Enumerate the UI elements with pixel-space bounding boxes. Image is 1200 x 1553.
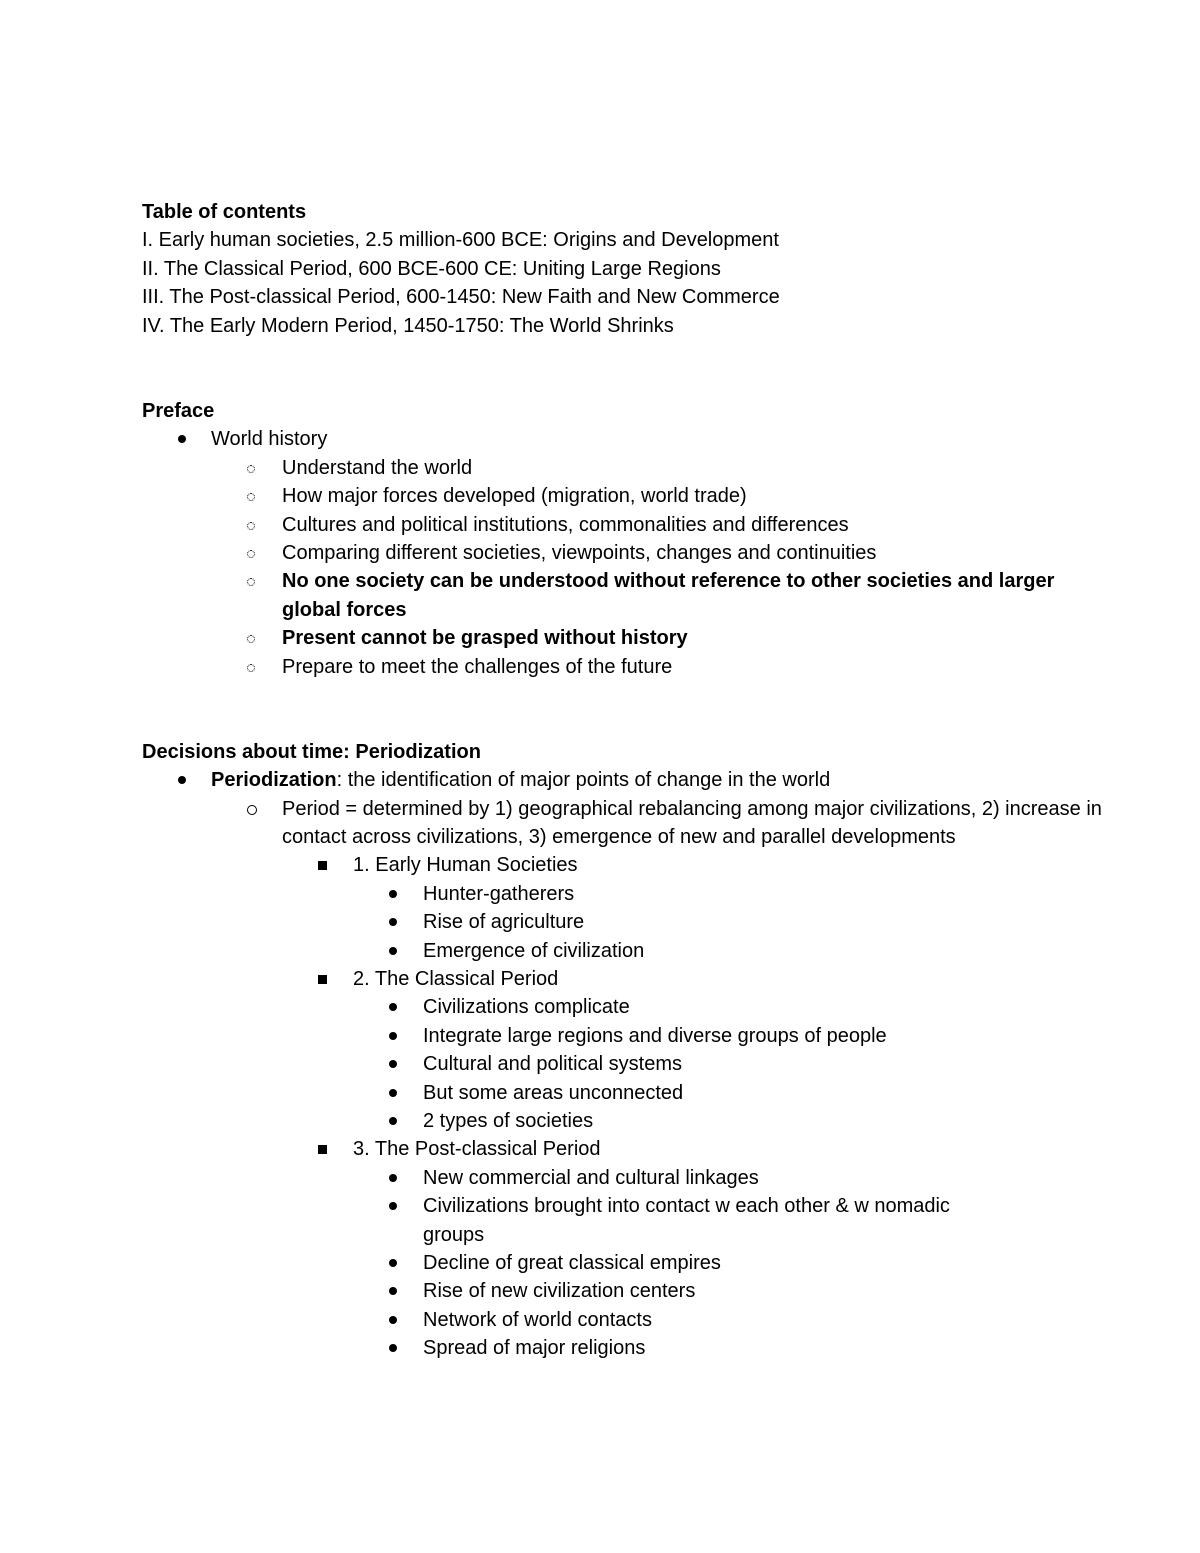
bullet-disc-icon bbox=[389, 1089, 397, 1097]
bullet-disc-icon bbox=[178, 776, 186, 784]
bullet-ring-icon bbox=[247, 578, 255, 586]
toc-item: I. Early human societies, 2.5 million-600 BCE: Origins and Development bbox=[142, 229, 779, 252]
list-item: How major forces developed (migration, world trade) bbox=[142, 482, 1102, 510]
bullet-ring-icon bbox=[247, 465, 255, 473]
list-item: Cultural and political systems bbox=[142, 1050, 1102, 1078]
list-item: Comparing different societies, viewpoints, changes and continuities bbox=[142, 539, 1102, 567]
list-item: World history bbox=[142, 425, 1102, 453]
bullet-square-icon bbox=[318, 975, 327, 984]
toc-item: II. The Classical Period, 600 BCE-600 CE: Uniting Large Regions bbox=[142, 257, 721, 280]
toc-item: IV. The Early Modern Period, 1450-1750: The World Shrinks bbox=[142, 314, 674, 337]
bullet-disc-icon bbox=[389, 1344, 397, 1352]
period-title: 3. The Post-classical Period bbox=[142, 1135, 1102, 1163]
bullet-ring-icon bbox=[247, 635, 255, 643]
preface-heading: Preface bbox=[142, 399, 215, 422]
list-item: 2 types of societies bbox=[142, 1107, 1102, 1135]
list-item: Cultures and political institutions, commonalities and differences bbox=[142, 511, 1102, 539]
bullet-disc-icon bbox=[389, 1202, 397, 1210]
bullet-ring-icon bbox=[247, 664, 255, 672]
list-item: Rise of agriculture bbox=[142, 908, 1102, 936]
list-item: No one society can be understood without reference to other societies and larger global forces bbox=[142, 567, 1102, 624]
list-item: Rise of new civilization centers bbox=[142, 1277, 1102, 1305]
bullet-disc-icon bbox=[389, 1259, 397, 1267]
bullet-disc-icon bbox=[389, 1032, 397, 1040]
bullet-disc-icon bbox=[389, 890, 397, 898]
document-page bbox=[142, 198, 1102, 1363]
bullet-disc-icon bbox=[389, 1060, 397, 1068]
period-title: 2. The Classical Period bbox=[142, 965, 1102, 993]
list-item: Integrate large regions and diverse groups of people bbox=[142, 1022, 1102, 1050]
list-item bbox=[142, 766, 1102, 794]
list-item: New commercial and cultural linkages bbox=[142, 1164, 1102, 1192]
toc-item: III. The Post-classical Period, 600-1450: New Faith and New Commerce bbox=[142, 286, 780, 309]
bullet-disc-icon bbox=[389, 1003, 397, 1011]
bullet-ring-icon bbox=[247, 493, 255, 501]
bullet-disc-icon bbox=[389, 947, 397, 955]
list-item: But some areas unconnected bbox=[142, 1079, 1102, 1107]
bullet-ring-icon bbox=[247, 522, 255, 530]
list-item: Network of world contacts bbox=[142, 1306, 1102, 1334]
list-item: Understand the world bbox=[142, 454, 1102, 482]
bullet-circle-icon bbox=[247, 805, 257, 815]
list-item: Emergence of civilization bbox=[142, 937, 1102, 965]
list-item: Decline of great classical empires bbox=[142, 1249, 1102, 1277]
list-item: Civilizations brought into contact w each other & w nomadic groups bbox=[142, 1192, 1013, 1249]
bullet-disc-icon bbox=[389, 1174, 397, 1182]
bullet-disc-icon bbox=[389, 1287, 397, 1295]
list-item: Civilizations complicate bbox=[142, 993, 1102, 1021]
list-item: Spread of major religions bbox=[142, 1334, 1102, 1362]
toc-heading: Table of contents bbox=[142, 201, 307, 223]
list-item: Present cannot be grasped without history bbox=[142, 624, 1102, 652]
definition: : the identification of major points of change in the world bbox=[336, 769, 831, 792]
list-item: Period = determined by 1) geographical rebalancing among major civilizations, 2) increase in contact across civilizations, 3) emergence of new and parallel developments bbox=[142, 795, 1102, 852]
list-item: Hunter-gatherers bbox=[142, 880, 1102, 908]
list-item: Prepare to meet the challenges of the future bbox=[142, 653, 1102, 681]
bullet-disc-icon bbox=[389, 918, 397, 926]
term: Periodization bbox=[211, 769, 337, 792]
bullet-disc-icon bbox=[178, 435, 186, 443]
bullet-disc-icon bbox=[389, 1316, 397, 1324]
period-title: 1. Early Human Societies bbox=[142, 851, 1102, 879]
periodization-heading: Decisions about time: Periodization bbox=[142, 740, 481, 763]
bullet-disc-icon bbox=[389, 1117, 397, 1125]
bullet-square-icon bbox=[318, 861, 327, 870]
bullet-ring-icon bbox=[247, 550, 255, 558]
bullet-square-icon bbox=[318, 1145, 327, 1154]
